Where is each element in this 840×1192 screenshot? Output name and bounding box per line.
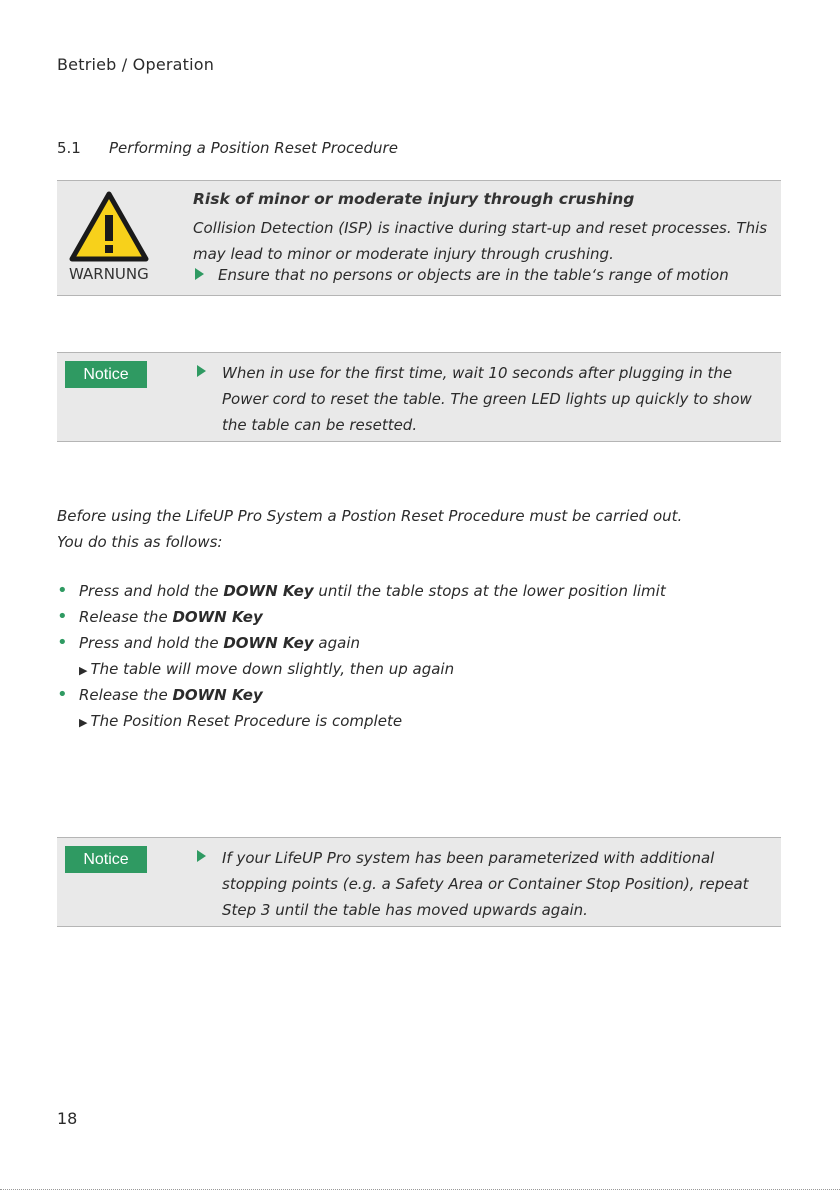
warning-bullet bbox=[193, 266, 729, 284]
list-item: • Press and hold the DOWN Key again bbox=[57, 630, 666, 656]
bullet-dot-icon: • bbox=[57, 606, 68, 627]
bullet-dot-icon: • bbox=[57, 632, 68, 653]
warning-text: Collision Detection (ISP) is inactive during start-up and reset processes. This may lead to minor or moderate injury through crushing. bbox=[193, 219, 768, 263]
intro-text bbox=[57, 503, 682, 555]
warning-triangle-icon bbox=[69, 191, 149, 263]
step-result: ▶ The table will move down slightly, then up again bbox=[79, 660, 455, 678]
page-number: 18 bbox=[57, 1109, 78, 1128]
warning-title: Risk of minor or moderate injury through crushing bbox=[193, 190, 635, 208]
key-name: DOWN Key bbox=[172, 608, 263, 626]
list-item: • Release the DOWN Key bbox=[57, 604, 666, 630]
steps-list bbox=[57, 578, 666, 734]
intro-line: You do this as follows: bbox=[57, 533, 223, 551]
page-header: Betrieb / Operation bbox=[57, 55, 215, 74]
notice-badge: Notice bbox=[65, 846, 147, 873]
section-title: Performing a Position Reset Procedure bbox=[109, 139, 398, 157]
bullet-dot-icon: • bbox=[57, 684, 68, 705]
notice-text: When in use for the first time, wait 10 seconds after plugging in the Power cord to reset the table. The green LED lights up quickly to show the table can be resetted. bbox=[222, 364, 752, 434]
notice-box bbox=[57, 837, 781, 927]
notice-text: If your LifeUP Pro system has been parameterized with additional stopping points (e.g. a Safety Area or Container Stop Position), repeat Step 3 until the table has moved upwards again. bbox=[222, 849, 749, 919]
list-item: • Release the DOWN Key bbox=[57, 682, 666, 708]
notice-box bbox=[57, 352, 781, 442]
triangle-bullet-icon bbox=[197, 850, 206, 862]
key-name: DOWN Key bbox=[172, 686, 263, 704]
warning-box bbox=[57, 180, 781, 296]
triangle-bullet-icon bbox=[195, 268, 204, 280]
key-name: DOWN Key bbox=[223, 634, 314, 652]
list-item: • Press and hold the DOWN Key until the table stops at the lower position limit bbox=[57, 578, 666, 604]
notice-badge: Notice bbox=[65, 361, 147, 388]
result-arrow-icon: ▶ bbox=[79, 664, 88, 677]
key-name: DOWN Key bbox=[223, 582, 314, 600]
intro-line: Before using the LifeUP Pro System a Postion Reset Procedure must be carried out. bbox=[57, 507, 683, 525]
result-arrow-icon: ▶ bbox=[79, 716, 88, 729]
bullet-dot-icon: • bbox=[57, 580, 68, 601]
section-heading bbox=[57, 139, 398, 157]
warning-label: WARNUNG bbox=[69, 265, 149, 283]
page-edge-divider bbox=[0, 1189, 840, 1190]
triangle-bullet-icon bbox=[197, 365, 206, 377]
warning-bullet-text: Ensure that no persons or objects are in the table‘s range of motion bbox=[218, 266, 729, 284]
section-number: 5.1 bbox=[57, 139, 81, 157]
step-result: ▶ The Position Reset Procedure is complete bbox=[79, 712, 403, 730]
